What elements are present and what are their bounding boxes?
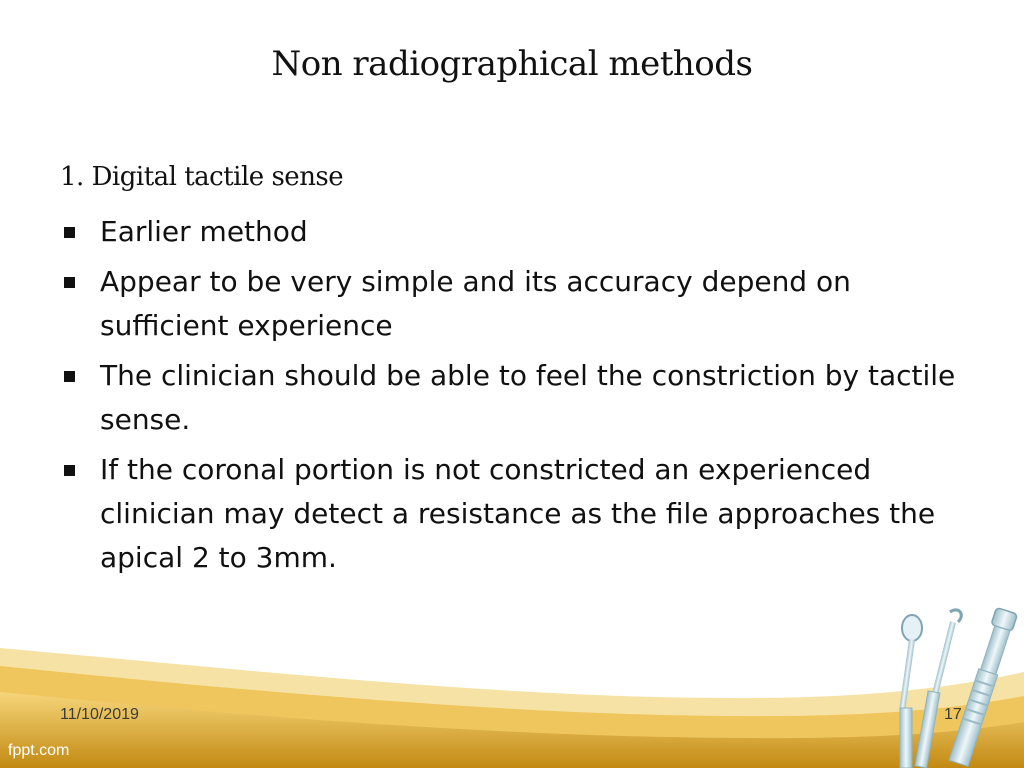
bullet-item (60, 210, 960, 254)
bullet-text: If the coronal portion is not constricted an experienced clinician may detect a resistance as the file approaches the apical 2 to 3mm. (100, 453, 936, 574)
bullet-text: Earlier method (100, 215, 308, 248)
footer-date: 11/10/2019 (60, 706, 139, 723)
square-bullet-icon (64, 465, 75, 476)
bullet-list (60, 210, 960, 586)
bullet-text: The clinician should be able to feel the constriction by tactile sense. (100, 359, 956, 436)
bullet-item (60, 448, 960, 580)
bullet-text: Appear to be very simple and its accuracy depend on sufficient experience (100, 265, 851, 342)
square-bullet-icon (64, 371, 75, 382)
section-heading: 1. Digital tactile sense (60, 162, 344, 192)
square-bullet-icon (64, 277, 75, 288)
square-bullet-icon (64, 227, 75, 238)
bullet-item (60, 354, 960, 442)
footer-decoration (0, 600, 1024, 768)
slide-title: Non radiographical methods (271, 44, 753, 84)
bullet-item (60, 260, 960, 348)
watermark-text: fppt.com (8, 742, 70, 759)
page-number: 17 (944, 706, 962, 723)
